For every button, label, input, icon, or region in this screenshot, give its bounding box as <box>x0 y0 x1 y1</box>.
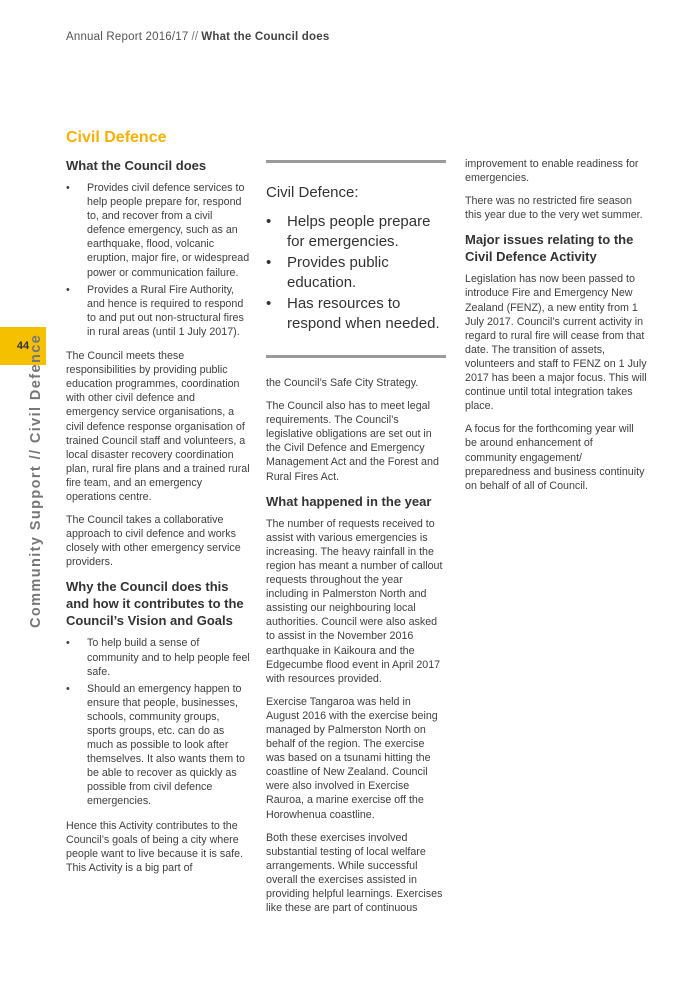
header-separator: // <box>191 31 199 43</box>
paragraph: The number of requests received to assist with various emergencies is increasing. The heavy rainfall in the region has meant a number of callout requests throughout the year including in Palmerston North and assisting our neighbouring local authorities. Council were also asked to assist in the November 2016 earthquake in Kaikoura and the Edgecumbe flood event in April 2017 with resources provided. <box>266 517 443 685</box>
callout-box <box>266 160 446 358</box>
paragraph: the Council’s Safe City Strategy. <box>266 377 419 389</box>
side-section-label: Community Support // Civil Defence <box>28 333 44 628</box>
column-1 <box>66 157 250 884</box>
list-item: • Should an emergency happen to ensure that people, businesses, schools, community groups, sports groups, etc. can do as much as possible to look after themselves. It also wants them to be able to recover as quickly as possible from civil defence emergencies. <box>66 682 250 809</box>
paragraph: Hence this Activity contributes to the Council’s goals of being a city where people want to live because it is safe. This Activity is a big part of <box>66 819 244 874</box>
callout-list <box>266 212 446 333</box>
list-item: • Provides civil defence services to help people prepare for, respond to, and recover from a civil defence emergency, such as an earthquake, flood, volcanic eruption, major fire, or widespread power or communication failure. <box>66 181 250 280</box>
header-section: What the Council does <box>201 31 330 43</box>
callout-item: • Provides public education. <box>266 253 446 292</box>
header-report: Annual Report 2016/17 <box>66 31 189 43</box>
heading-major-issues: Major issues relating to the Civil Defence Activity <box>465 232 634 265</box>
heading-what-council-does: What the Council does <box>66 158 207 173</box>
paragraph: The Council takes a collaborative approach to civil defence and works closely with other emergency service providers. <box>66 514 241 569</box>
column-2 <box>266 157 446 924</box>
paragraph: There was no restricted fire season this year due to the very wet summer. <box>465 195 643 222</box>
callout-item: • Helps people prepare for emergencies. <box>266 212 446 251</box>
heading-why-council-does-this: Why the Council does this and how it contributes to the Council’s Vision and Goals <box>66 579 244 629</box>
paragraph: Legislation has now been passed to introduce Fire and Emergency New Zealand (FENZ), a new entity from 1 July 2017. Council’s current activity in regard to rural fire will cease from that date. The transition of assets, volunteers and staff to FENZ on 1 July 2017 has been a major focus. This will continue until total integration takes place. <box>465 273 647 413</box>
running-header <box>66 31 329 43</box>
paragraph: improvement to enable readiness for emergencies. <box>465 158 639 185</box>
page-number: 44 <box>16 340 30 352</box>
list-item: • Provides a Rural Fire Authority, and hence is required to respond to and put out non-structural fires in rural areas (until 1 July 2017). <box>66 283 250 339</box>
services-list <box>66 181 250 339</box>
paragraph: Both these exercises involved substantial testing of local welfare arrangements. While successful overall the exercises assisted in providing helpful learnings. Exercises like these are part of continuous <box>266 831 443 915</box>
callout-title: Civil Defence: <box>266 184 359 201</box>
paragraph: Exercise Tangaroa was held in August 2016 with the exercise being managed by Palmerston North on behalf of the region. The exercise was based on a tsunami hitting the coastline of New Zealand. Council were also involved in Exercise Rauroa, a marine exercise off the Horowhenua coastline. <box>266 695 438 821</box>
paragraph: The Council also has to meet legal requirements. The Council’s legislative obligations are set out in the Civil Defence and Emergency Management Act and the Forest and Rural Fires Act. <box>266 400 439 483</box>
reasons-list <box>66 636 250 808</box>
list-item: • To help build a sense of community and to help people feel safe. <box>66 636 250 678</box>
callout-item: • Has resources to respond when needed. <box>266 294 446 333</box>
page-title: Civil Defence <box>66 129 167 146</box>
paragraph: A focus for the forthcoming year will be around enhancement of community engagement/ preparedness and business continuity on behalf of all of Council. <box>465 423 645 492</box>
paragraph: The Council meets these responsibilities by providing public education programmes, coordination with other civil defence and emergency service organisations, a civil defence response organisation of trained Council staff and volunteers, a local disaster recovery coordination plan, rural fire plans and a trained rural fire team, and an emergency operations centre. <box>66 350 250 503</box>
heading-what-happened: What happened in the year <box>266 493 432 509</box>
column-3 <box>465 157 647 502</box>
